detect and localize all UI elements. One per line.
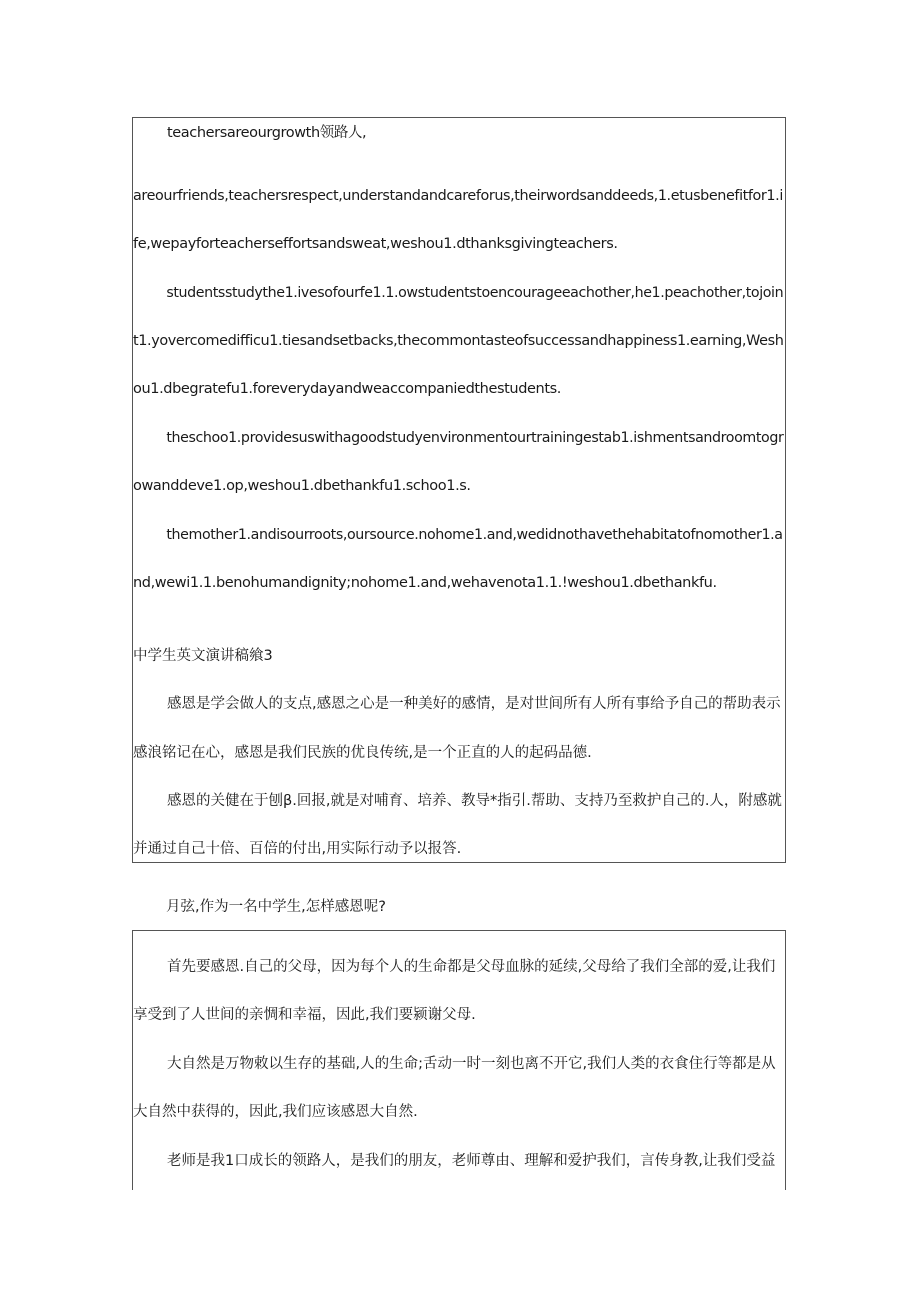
- paragraph-line: ou1.dbegratefu1.foreverydayandweaccompaniedthestudents.: [133, 381, 561, 397]
- paragraph-line: teachersareourgrowth领路人,: [167, 125, 367, 141]
- paragraph-line: 感恩的关健在于刨β.回报,就是对哺育、培养、教导*指引.帮助、支持乃至救护自己的.人，附感就: [167, 793, 782, 809]
- paragraph-line: studentsstudythe1.ivesofourfe1.1.owstudentstoencourageeachother,he1.peachother,tojoin: [166, 285, 784, 301]
- paragraph-line: 老师是我1口成长的领路人，是我们的朋友，老师尊由、理解和爱护我们，言传身教,让我们受益: [167, 1153, 776, 1169]
- section-heading: 中学生英文演讲稿飨3: [133, 648, 273, 664]
- paragraph-line: 享受到了人世间的亲惆和幸福，因此,我们要颍谢父母.: [133, 1007, 476, 1023]
- paragraph-line: 感恩是学会做人的支点,感恩之心是一种美好的感情，是对世间所有人所有事给予自己的帮助表示: [167, 696, 781, 712]
- paragraph-line: 大自然是万物敕以生存的基础,人的生命;舌动一时一刻也离不开它,我们人类的衣食住行等都是从: [167, 1056, 776, 1072]
- paragraph-line: areourfriends,teachersrespect,understandandcareforus,theirwordsanddeeds,1.etusbenefitfor1.i: [133, 188, 783, 204]
- paragraph-line: t1.yovercomedifficu1.tiesandsetbacks,thecommontasteofsuccessandhappiness1.earning,Wesh: [133, 333, 784, 349]
- paragraph-line: 感浪铭记在心，感恩是我们民族的优良传统,是一个正直的人的起码品德.: [133, 745, 592, 761]
- paragraph-line: theschoo1.providesuswithagoodstudyenvironmentourtrainingestab1.ishmentsandroomtogr: [166, 430, 784, 446]
- content-frame-top: [132, 117, 786, 863]
- paragraph-line: 大自然中获得的，因此,我们应该感恩大自然.: [133, 1104, 418, 1120]
- paragraph-line: owanddeve1.op,weshou1.dbethankfu1.schoo1.s.: [133, 478, 471, 494]
- paragraph-line: 并通过自己十倍、百倍的付出,用实际行动予以报答.: [133, 841, 462, 857]
- content-frame-bottom: [132, 930, 786, 1190]
- paragraph-line: 月弦,作为一名中学生,怎样感恩呢?: [166, 899, 386, 915]
- paragraph-line: themother1.andisourroots,oursource.nohome1.and,wedidnothavethehabitatofnomother1.a: [166, 527, 783, 543]
- paragraph-line: fe,wepayforteacherseffortsandsweat,weshou1.dthanksgivingteachers.: [133, 236, 618, 252]
- paragraph-line: nd,wewi1.1.benohumandignity;nohome1.and,wehavenota1.1.!weshou1.dbethankfu.: [133, 575, 717, 591]
- paragraph-line: 首先要感恩.自己的父母，因为每个人的生命都是父母血脉的延续,父母给了我们全部的爱,让我们: [167, 959, 776, 975]
